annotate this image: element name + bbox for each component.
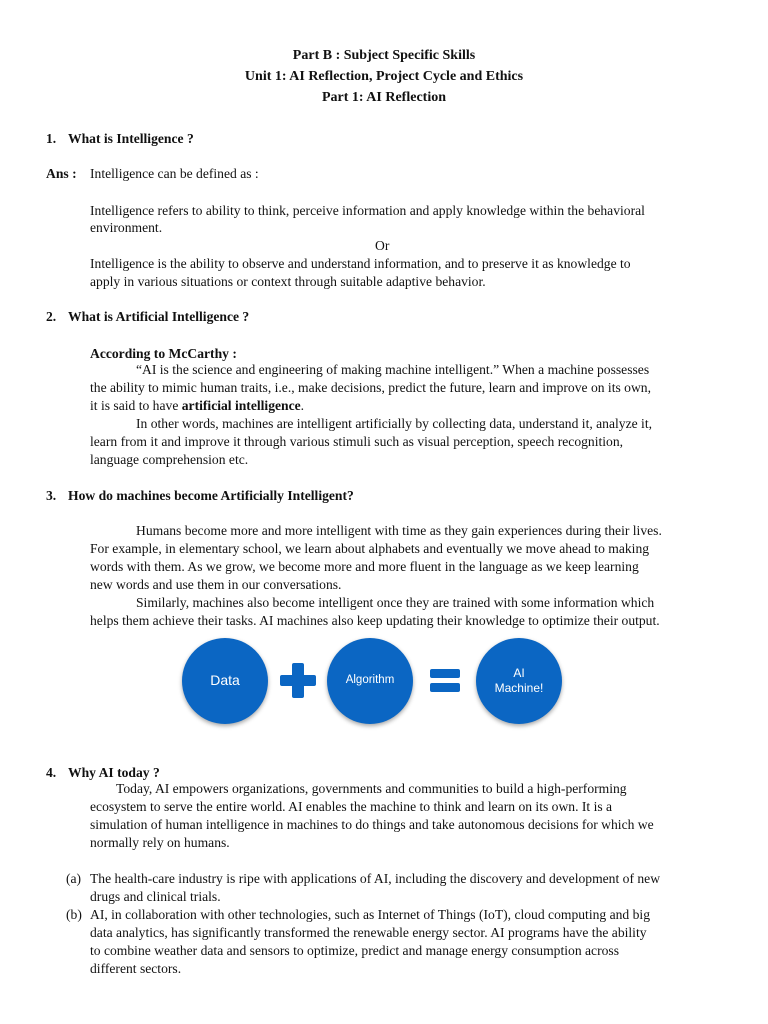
q1-def1-line2: environment. — [90, 220, 163, 235]
q1-def2-line1: Intelligence is the ability to observe and understand information, and to preserve it as knowledge to — [90, 256, 631, 271]
q3-question: How do machines become Artificially Intelligent? — [68, 488, 354, 503]
q4-p1-line2: ecosystem to serve the entire world. AI enables the machine to think and learn on its own. It is a — [90, 799, 613, 814]
q4-b-line3: to combine weather data and sensors to optimize, predict and manage energy consumption across — [90, 943, 619, 958]
header-line-2: Unit 1: AI Reflection, Project Cycle and Ethics — [244, 69, 524, 84]
ai-machine-label-line1: AI — [513, 666, 525, 680]
ai-machine-label-line2: Machine! — [494, 681, 544, 695]
q2-question: What is Artificial Intelligence ? — [68, 309, 250, 324]
q2-p2-line2: learn from it and improve it through various stimuli such as visual perception, speech recognition, — [90, 434, 624, 449]
q1-def2-line2: apply in various situations or context through suitable adaptive behavior. — [90, 274, 486, 289]
q3-p1-line2: For example, in elementary school, we learn about alphabets and eventually we move ahead to making — [90, 541, 650, 556]
q4-number: 4. — [46, 765, 57, 780]
q1-intro: Intelligence can be defined as : — [90, 166, 259, 181]
answer-label: Ans : — [46, 166, 77, 181]
q4-b-line2: data analytics, has significantly transformed the renewable energy sector. AI programs have the ability — [90, 925, 647, 940]
q3-p2-line1: Similarly, machines also become intelligent once they are trained with some information which — [136, 595, 655, 610]
q4-p1-line4: normally rely on humans. — [90, 835, 230, 850]
q4-b-line4: different sectors. — [90, 961, 182, 976]
q2-p2-line1: In other words, machines are intelligent artificially by collecting data, understand it, analyze it, — [136, 416, 653, 431]
q3-p1-line1: Humans become more and more intelligent with time as they gain experiences during their lives. — [136, 523, 662, 538]
q4-question: Why AI today ? — [68, 765, 160, 780]
q4-b-line1: AI, in collaboration with other technologies, such as Internet of Things (IoT), cloud computing and big — [90, 907, 650, 922]
list-label-b: (b) — [66, 907, 82, 922]
q4-p1-line1: Today, AI empowers organizations, governments and communities to build a high-performing — [116, 781, 627, 796]
header-line-3: Part 1: AI Reflection — [321, 90, 447, 105]
q3-p1-line4: new words and use them in our conversations. — [90, 577, 342, 592]
q3-number: 3. — [46, 488, 57, 503]
q3-p1-line3: words with them. As we grow, we become more and more fluent in the language as we keep learning — [90, 559, 639, 574]
q2-p2-line3: language comprehension etc. — [90, 452, 249, 467]
artificial-intelligence-term: artificial intelligence — [181, 398, 301, 413]
algorithm-circle — [327, 638, 413, 724]
q1-def1-line1: Intelligence refers to ability to think, perceive information and apply knowledge within the behavioral — [90, 203, 645, 218]
q1-question: What is Intelligence ? — [68, 131, 194, 146]
q1-number: 1. — [46, 131, 57, 146]
ai-equation-diagram — [0, 630, 768, 730]
q2-p1-line1: “AI is the science and engineering of making machine intelligent.” When a machine possesses — [136, 362, 650, 377]
q4-a-line1: The health-care industry is ripe with applications of AI, including the discovery and development of new — [90, 871, 661, 886]
header-line-1: Part B : Subject Specific Skills — [292, 48, 476, 63]
q2-p1-line2: the ability to mimic human traits, i.e., make decisions, predict the future, learn and improve on its own, — [90, 380, 651, 395]
q2-p1-line3: it is said to have artificial intelligence. — [90, 398, 305, 413]
q1-or: Or — [375, 238, 390, 253]
q4-p1-line3: simulation of human intelligence in machines to do things and take autonomous decisions for which we — [90, 817, 654, 832]
list-label-a: (a) — [66, 871, 82, 886]
q4-a-line2: drugs and clinical trials. — [90, 889, 221, 904]
q2-number: 2. — [46, 309, 57, 324]
ai-machine-circle — [476, 638, 562, 724]
algorithm-label: Algorithm — [345, 674, 395, 687]
data-label: Data — [210, 672, 240, 689]
q3-p2-line2: helps them achieve their tasks. AI machines also keep updating their knowledge to optimize their output. — [90, 613, 660, 628]
data-circle — [182, 638, 268, 724]
q2-according: According to McCarthy : — [90, 346, 237, 361]
